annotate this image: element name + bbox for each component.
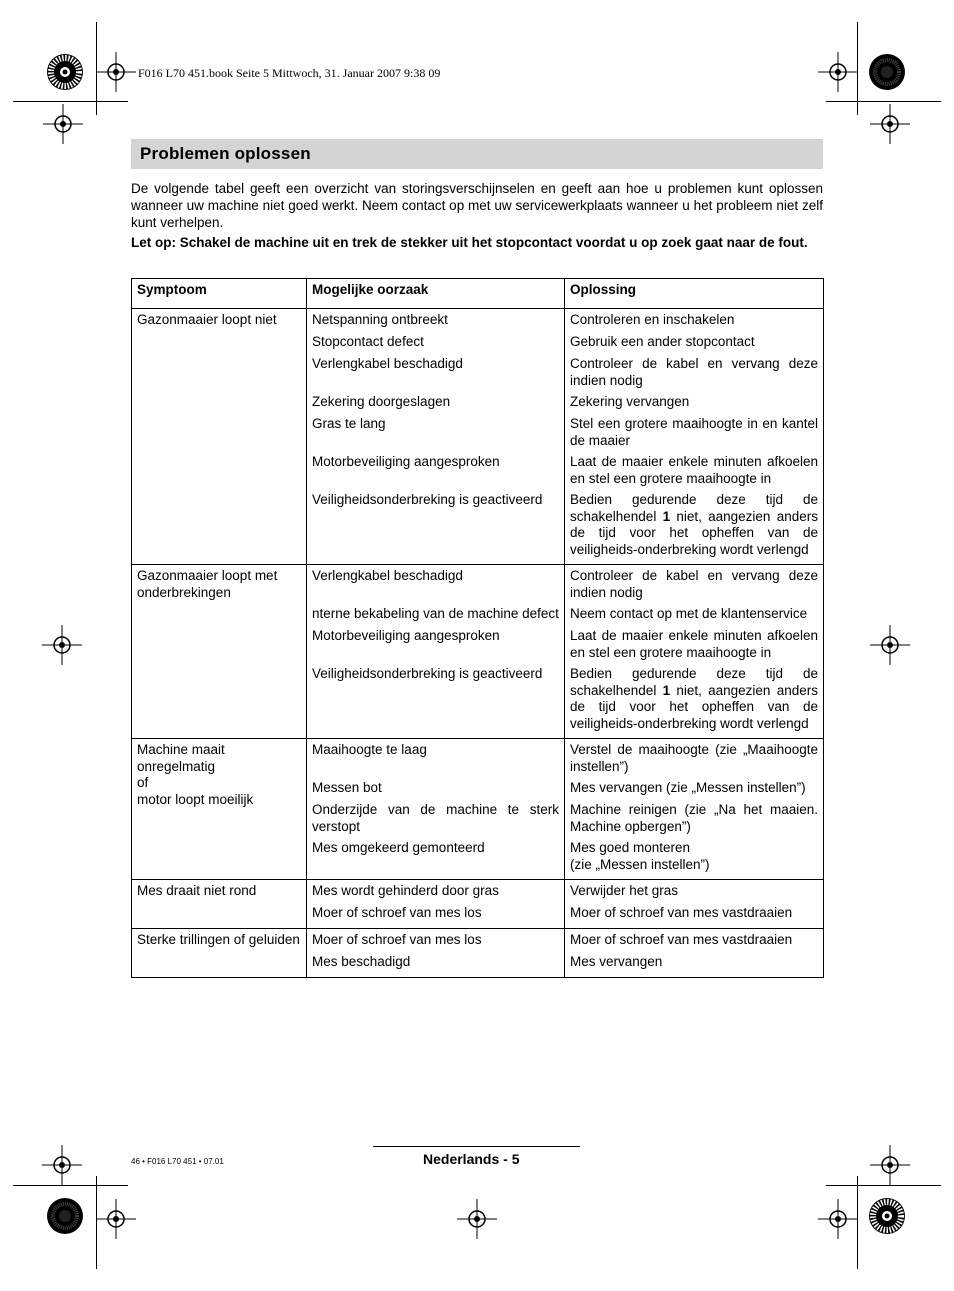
column-header-solution: Oplossing bbox=[565, 279, 824, 309]
solution-text: Controleer de kabel en vervang deze indien nodig bbox=[570, 356, 818, 388]
solution-line: Mes goed monteren bbox=[570, 840, 691, 855]
cause-text: nterne bekabeling van de machine defect bbox=[312, 606, 559, 621]
solution-line: (zie „Messen instellen”) bbox=[570, 856, 710, 872]
cause-text: Stopcontact defect bbox=[312, 334, 424, 349]
registration-mark-icon bbox=[96, 1199, 136, 1239]
footer-code: 46 • F016 L70 451 • 07.01 bbox=[131, 1157, 224, 1166]
cause-text: Netspanning ontbreekt bbox=[312, 312, 448, 327]
cause-text: Moer of schroef van mes los bbox=[312, 905, 482, 920]
solution-text bbox=[570, 492, 818, 558]
cause-text: Mes omgekeerd gemonteerd bbox=[312, 840, 485, 855]
footer-rule bbox=[373, 1146, 580, 1147]
solution-text bbox=[570, 666, 818, 732]
registration-mark-icon bbox=[457, 1199, 497, 1239]
solution-text: Neem contact op met de klantenservice bbox=[570, 606, 808, 621]
symptom-cell bbox=[132, 880, 307, 929]
symptom-text: Machine maait onregelmatig bbox=[137, 742, 225, 774]
solution-text: Laat de maaier enkele minuten afkoelen en stel een grotere maaihoogte in bbox=[570, 454, 818, 486]
crop-line bbox=[826, 101, 941, 102]
table-header-row bbox=[132, 279, 824, 309]
intro-paragraph: De volgende tabel geeft een overzicht van storingsverschijnselen en geeft aan hoe u problemen kunt oplossen wanneer uw machine niet goed werkt. Neem contact op met uw servicewerkplaats wanneer u het probleem niet zelf kunt verhelpen. bbox=[131, 181, 823, 230]
troubleshooting-table bbox=[131, 278, 824, 978]
print-header: F016 L70 451.book Seite 5 Mittwoch, 31. Januar 2007 9:38 09 bbox=[138, 66, 441, 80]
table-row bbox=[132, 565, 824, 739]
cause-text: Veiligheidsonderbreking is geactiveerd bbox=[312, 666, 543, 681]
solution-text: Machine reinigen (zie „Na het maaien. Machine opbergen”) bbox=[570, 802, 818, 834]
solution-cell bbox=[565, 565, 824, 739]
table-row bbox=[132, 309, 824, 565]
symptom-text: of bbox=[137, 775, 149, 790]
table-row bbox=[132, 929, 824, 978]
cause-cell bbox=[307, 309, 565, 565]
registration-mark-icon bbox=[870, 625, 910, 665]
symptom-text: Gazonmaaier loopt met onderbrekingen bbox=[137, 568, 278, 600]
registration-mark-icon bbox=[96, 52, 136, 92]
symptom-text: Sterke trillingen of geluiden bbox=[137, 932, 300, 947]
symptom-text: Mes draait niet rond bbox=[137, 883, 257, 898]
cause-cell bbox=[307, 880, 565, 929]
solution-text: Controleren en inschakelen bbox=[570, 312, 735, 327]
crop-line bbox=[826, 1185, 941, 1186]
table-row bbox=[132, 880, 824, 929]
cause-text: Maaihoogte te laag bbox=[312, 742, 427, 757]
solution-fragment: Bedien gedurende deze tijd de schakelhendel bbox=[570, 492, 818, 524]
symptom-text: motor loopt moeilijk bbox=[137, 791, 254, 807]
cause-text: Messen bot bbox=[312, 780, 382, 795]
symptom-text: Gazonmaaier loopt niet bbox=[137, 312, 277, 327]
column-header-cause: Mogelijke oorzaak bbox=[307, 279, 565, 309]
cause-text: Gras te lang bbox=[312, 416, 386, 431]
solution-fragment: Bedien gedurende deze tijd de schakelhendel bbox=[570, 666, 818, 698]
symptom-cell bbox=[132, 309, 307, 565]
solution-text: Controleer de kabel en vervang deze indien nodig bbox=[570, 568, 818, 600]
column-header-symptom: Symptoom bbox=[132, 279, 307, 309]
solution-text: Laat de maaier enkele minuten afkoelen en stel een grotere maaihoogte in bbox=[570, 628, 818, 660]
cause-text: Veiligheidsonderbreking is geactiveerd bbox=[312, 492, 543, 507]
symptom-cell bbox=[132, 565, 307, 739]
table-row bbox=[132, 739, 824, 880]
cause-text: Onderzijde van de machine te sterk verstopt bbox=[312, 802, 559, 834]
solution-text: Mes vervangen (zie „Messen instellen”) bbox=[570, 780, 806, 795]
symptom-cell bbox=[132, 739, 307, 880]
solution-text: Moer of schroef van mes vastdraaien bbox=[570, 932, 793, 947]
cause-cell bbox=[307, 929, 565, 978]
color-target-icon bbox=[868, 1197, 906, 1235]
registration-mark-icon bbox=[43, 104, 83, 144]
color-target-icon bbox=[46, 53, 84, 91]
cause-text: Moer of schroef van mes los bbox=[312, 932, 482, 947]
solution-text bbox=[570, 840, 818, 873]
solution-text: Verwijder het gras bbox=[570, 883, 679, 898]
solution-text: Mes vervangen bbox=[570, 954, 663, 969]
registration-mark-icon bbox=[818, 1199, 858, 1239]
crop-line bbox=[13, 101, 128, 102]
registration-mark-icon bbox=[870, 104, 910, 144]
color-target-icon bbox=[868, 53, 906, 91]
solution-cell bbox=[565, 309, 824, 565]
solution-text: Moer of schroef van mes vastdraaien bbox=[570, 905, 793, 920]
cause-text: Motorbeveiliging aangesproken bbox=[312, 454, 500, 469]
crop-line bbox=[13, 1185, 128, 1186]
color-target-icon bbox=[46, 1197, 84, 1235]
cause-text: Motorbeveiliging aangesproken bbox=[312, 628, 500, 643]
solution-text: Verstel de maaihoogte (zie „Maaihoogte instellen”) bbox=[570, 742, 818, 774]
cause-text: Mes wordt gehinderd door gras bbox=[312, 883, 499, 898]
section-title: Problemen oplossen bbox=[140, 144, 311, 163]
registration-mark-icon bbox=[870, 1145, 910, 1185]
solution-fragment: niet, aangezien anders de tijd voor het opheffen van de veiligheids-onderbreking wordt verlengd bbox=[570, 508, 818, 557]
warning-note: Let op: Schakel de machine uit en trek de stekker uit het stopcontact voordat u op zoek gaat naar de fout. bbox=[131, 235, 808, 250]
cause-cell bbox=[307, 739, 565, 880]
registration-mark-icon bbox=[818, 52, 858, 92]
cause-text: Zekering doorgeslagen bbox=[312, 394, 451, 409]
solution-cell bbox=[565, 739, 824, 880]
solution-cell bbox=[565, 929, 824, 978]
solution-text: Gebruik een ander stopcontact bbox=[570, 334, 755, 349]
footer-page-label: Nederlands - 5 bbox=[423, 1151, 520, 1167]
solution-fragment: niet, aangezien anders de tijd voor het opheffen van de veiligheids-onderbreking wordt verlengd bbox=[570, 682, 818, 731]
part-number: 1 bbox=[662, 508, 671, 524]
registration-mark-icon bbox=[42, 1145, 82, 1185]
part-number: 1 bbox=[662, 682, 671, 698]
solution-text: Stel een grotere maaihoogte in en kantel de maaier bbox=[570, 416, 818, 448]
symptom-cell bbox=[132, 929, 307, 978]
solution-text: Zekering vervangen bbox=[570, 394, 690, 409]
cause-text: Mes beschadigd bbox=[312, 954, 411, 969]
cause-text: Verlengkabel beschadigd bbox=[312, 568, 463, 583]
registration-mark-icon bbox=[42, 625, 82, 665]
solution-cell bbox=[565, 880, 824, 929]
cause-text: Verlengkabel beschadigd bbox=[312, 356, 463, 371]
cause-cell bbox=[307, 565, 565, 739]
